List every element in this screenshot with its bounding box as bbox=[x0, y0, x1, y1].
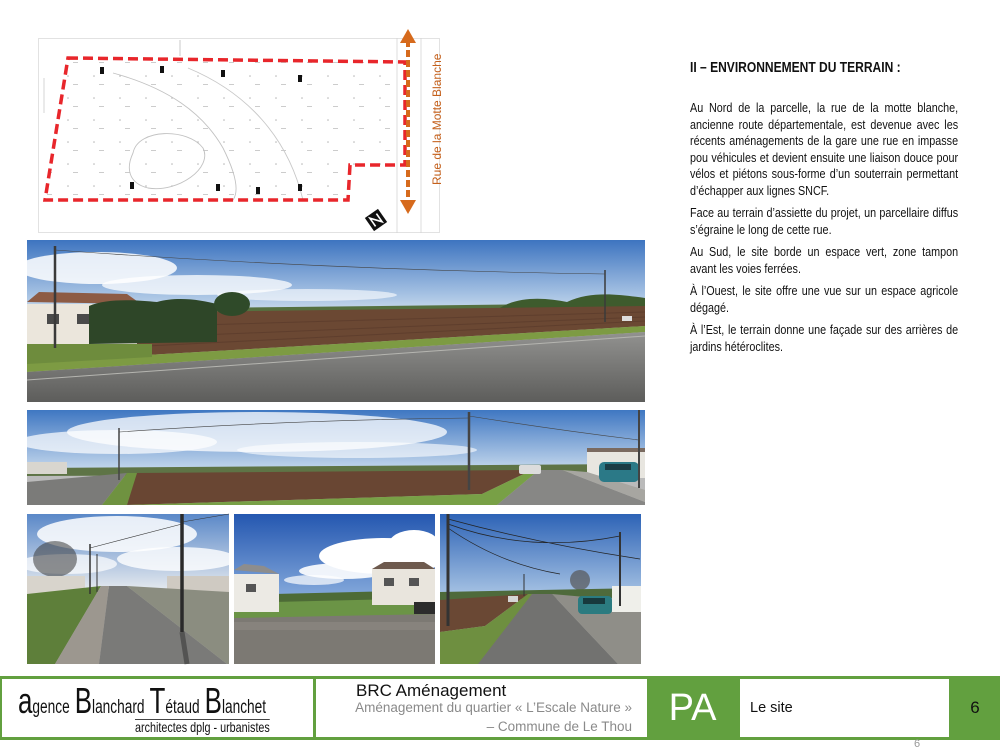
section-heading: II – ENVIRONNEMENT DU TERRAIN : bbox=[690, 60, 901, 76]
site-photo-panorama-north bbox=[27, 240, 645, 402]
house-right bbox=[372, 569, 435, 605]
car-window bbox=[583, 598, 605, 604]
agency-name bbox=[18, 679, 271, 723]
agency-name-word: Blanchard bbox=[74, 680, 145, 721]
paragraph-west: À l’Ouest, le site offre une vue sur un espace agricole dégagé. bbox=[690, 283, 959, 315]
section-text bbox=[690, 58, 958, 355]
client-name: BRC Aménagement bbox=[356, 681, 507, 700]
cloud bbox=[117, 547, 237, 571]
boundary-marker bbox=[298, 184, 302, 191]
house-window bbox=[246, 584, 256, 592]
cloud bbox=[389, 530, 439, 558]
document-type-badge: PA bbox=[668, 687, 717, 729]
photo-scene bbox=[27, 514, 229, 664]
site-plan bbox=[38, 28, 444, 233]
paragraph-south: Au Sud, le site borde un espace vert, zone tampon avant les voies ferrées. bbox=[690, 244, 959, 276]
street-arrow-head-top bbox=[400, 29, 416, 43]
house-window bbox=[47, 314, 59, 324]
agency-tagline: architectes dplg - urbanistes bbox=[135, 719, 270, 735]
project-name: Aménagement du quartier « L’Escale Nature » bbox=[355, 700, 632, 715]
photo-scene bbox=[234, 514, 435, 664]
gravel-band bbox=[234, 622, 435, 630]
paragraph-north: Au Nord de la parcelle, la rue de la motte blanche, ancienne route départementale, est devenue avec les récents aménagements de la gare une rue en impasse pou véhicules et devient ensuite une liaison douce pour vélos et piétons sous-forme d’un souterrain permettant d’échapper aux lignes SNCF. bbox=[690, 100, 959, 198]
car-window bbox=[605, 464, 631, 470]
site-photo-street-west bbox=[27, 514, 229, 664]
boundary-marker bbox=[298, 75, 302, 82]
agency-name-word: Blanchet bbox=[204, 680, 267, 721]
photo-scene bbox=[440, 514, 641, 664]
car bbox=[508, 596, 518, 602]
site-plan-drawing bbox=[38, 28, 444, 233]
page-number: 6 bbox=[970, 698, 980, 717]
site-environment-section bbox=[690, 58, 958, 418]
site-photo-street-east bbox=[440, 514, 641, 664]
cloud bbox=[17, 430, 217, 454]
gravel-foreground bbox=[234, 614, 435, 664]
photo-scene bbox=[27, 410, 645, 505]
client-block bbox=[316, 679, 647, 737]
boundary-marker bbox=[130, 182, 134, 189]
paragraph-facing-plot: Face au terrain d’assiette du projet, un parcellaire diffus s’égraine le long de cette rue. bbox=[690, 205, 959, 237]
boundary-marker bbox=[221, 70, 225, 77]
house-left bbox=[234, 574, 279, 612]
boundary-marker bbox=[216, 184, 220, 191]
site-photo-green-space bbox=[234, 514, 435, 664]
commune-name: – Commune de Le Thou bbox=[486, 719, 632, 734]
bare-tree bbox=[33, 541, 77, 577]
agency-logo bbox=[2, 679, 313, 737]
section-title-block bbox=[740, 679, 949, 737]
boundary-marker bbox=[256, 187, 260, 194]
bare-tree bbox=[570, 570, 590, 590]
house-window bbox=[384, 578, 394, 586]
house-window bbox=[77, 314, 89, 324]
agency-name-word: Tétaud bbox=[149, 680, 200, 721]
car bbox=[414, 602, 435, 614]
car bbox=[519, 465, 541, 474]
house-right bbox=[612, 586, 641, 612]
house-window bbox=[409, 578, 419, 586]
tree bbox=[214, 292, 250, 316]
agency-name-word: agence bbox=[18, 680, 70, 721]
section-title: Le site bbox=[750, 700, 793, 716]
street-label: Rue de la Motte Blanche bbox=[430, 53, 444, 185]
boundary-marker bbox=[160, 66, 164, 73]
cloud bbox=[237, 442, 477, 458]
boundary-marker bbox=[100, 67, 104, 74]
paragraph-east: À l’Est, le terrain donne une façade sur des arrières de jardins hétéroclites. bbox=[690, 322, 959, 354]
page-footer-number: 6 bbox=[914, 738, 921, 750]
cloud bbox=[284, 575, 344, 585]
hedge bbox=[89, 299, 217, 344]
photo-scene bbox=[27, 240, 645, 402]
page-footer bbox=[0, 676, 1000, 740]
car bbox=[622, 316, 632, 321]
sky bbox=[440, 514, 641, 596]
site-photo-panorama-street bbox=[27, 410, 645, 505]
houses-left bbox=[27, 462, 67, 474]
